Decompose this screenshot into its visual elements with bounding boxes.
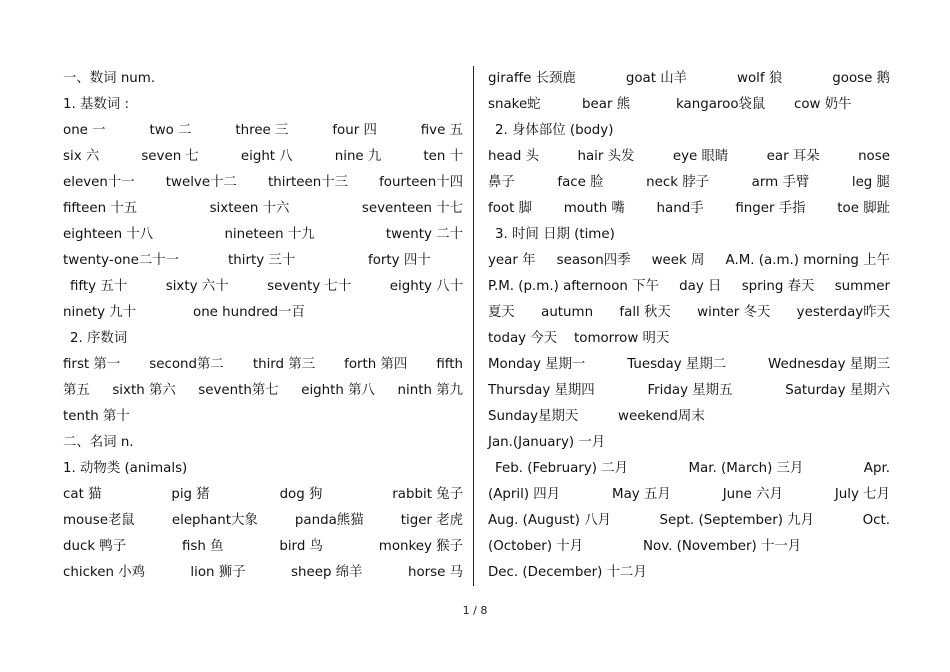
subheading-cardinal: 1. 基数词 : — [63, 97, 129, 112]
vocab-row: Sunday星期天 weekend周末 — [488, 409, 705, 424]
section-heading-nouns: 二、名词 n. — [63, 435, 134, 450]
vocab-row: eighteen 十八 nineteen 十九 twenty 二十 — [63, 227, 463, 242]
page-number: 1 / 8 — [462, 604, 488, 617]
vocab-row: Feb. (February) 二月 Mar. (March) 三月 Apr. — [495, 461, 890, 476]
vocab-row: 鼻子 face 脸 neck 脖子 arm 手臂 leg 腿 — [488, 175, 890, 190]
subheading-ordinal: 2. 序数词 — [70, 331, 128, 346]
vocab-row: eleven十一 twelve十二 thirteen十三 fourteen十四 — [63, 175, 463, 190]
vocab-row: tenth 第十 — [63, 409, 130, 424]
vocab-row: fifty 五十 sixty 六十 seventy 七十 eighty 八十 — [70, 279, 463, 294]
vocab-row: snake蛇 bear 熊 kangaroo袋鼠 cow 奶牛 — [488, 97, 852, 112]
subheading-time: 3. 时间 日期 (time) — [495, 227, 615, 242]
vocab-row: mouse老鼠 elephant大象 panda熊猫 tiger 老虎 — [63, 513, 463, 528]
vocab-row: Monday 星期一 Tuesday 星期二 Wednesday 星期三 — [488, 357, 890, 372]
vocab-row: ninety 九十 one hundred一百 — [63, 305, 305, 320]
subheading-body: 2. 身体部位 (body) — [495, 123, 614, 138]
vocab-row: (April) 四月 May 五月 June 六月 July 七月 — [488, 487, 890, 502]
vocab-row: cat 猫 pig 猪 dog 狗 rabbit 兔子 — [63, 487, 463, 502]
vocab-row: giraffe 长颈鹿 goat 山羊 wolf 狼 goose 鹅 — [488, 71, 890, 86]
vocab-row: chicken 小鸡 lion 狮子 sheep 绵羊 horse 马 — [63, 565, 463, 580]
vocab-row: 夏天 autumn fall 秋天 winter 冬天 yesterday昨天 — [488, 305, 890, 320]
vocab-row: foot 脚 mouth 嘴 hand手 finger 手指 toe 脚趾 — [488, 201, 890, 216]
vocab-row: (October) 十月 Nov. (November) 十一月 — [488, 539, 802, 554]
column-divider — [473, 66, 474, 586]
vocab-row: first 第一 second第二 third 第三 forth 第四 fifth — [63, 357, 463, 372]
vocab-row: Dec. (December) 十二月 — [488, 565, 647, 580]
section-heading-numerals: 一、数词 num. — [63, 71, 156, 86]
vocab-row: duck 鸭子 fish 鱼 bird 鸟 monkey 猴子 — [63, 539, 463, 554]
vocab-row: fifteen 十五 sixteen 十六 seventeen 十七 — [63, 201, 463, 216]
vocab-row: Jan.(January) 一月 — [488, 435, 606, 450]
left-column — [63, 66, 463, 586]
vocab-row: 第五 sixth 第六 seventh第七 eighth 第八 ninth 第九 — [63, 383, 463, 398]
subheading-animals: 1. 动物类 (animals) — [63, 461, 188, 476]
vocab-row: one 一 two 二 three 三 four 四 five 五 — [63, 123, 463, 138]
vocab-row: today 今天 tomorrow 明天 — [488, 331, 670, 346]
vocab-row: P.M. (p.m.) afternoon 下午 day 日 spring 春天 summer — [488, 279, 890, 294]
vocab-row: six 六 seven 七 eight 八 nine 九 ten 十 — [63, 149, 463, 164]
right-column — [488, 66, 890, 586]
vocab-row: year 年 season四季 week 周 A.M. (a.m.) morning 上午 — [488, 253, 890, 268]
vocab-row: twenty-one二十一 thirty 三十 forty 四十 — [63, 253, 431, 268]
vocab-row: Aug. (August) 八月 Sept. (September) 九月 Oct. — [488, 513, 890, 528]
vocab-row: head 头 hair 头发 eye 眼睛 ear 耳朵 nose — [488, 149, 890, 164]
vocab-row: Thursday 星期四 Friday 星期五 Saturday 星期六 — [488, 383, 890, 398]
